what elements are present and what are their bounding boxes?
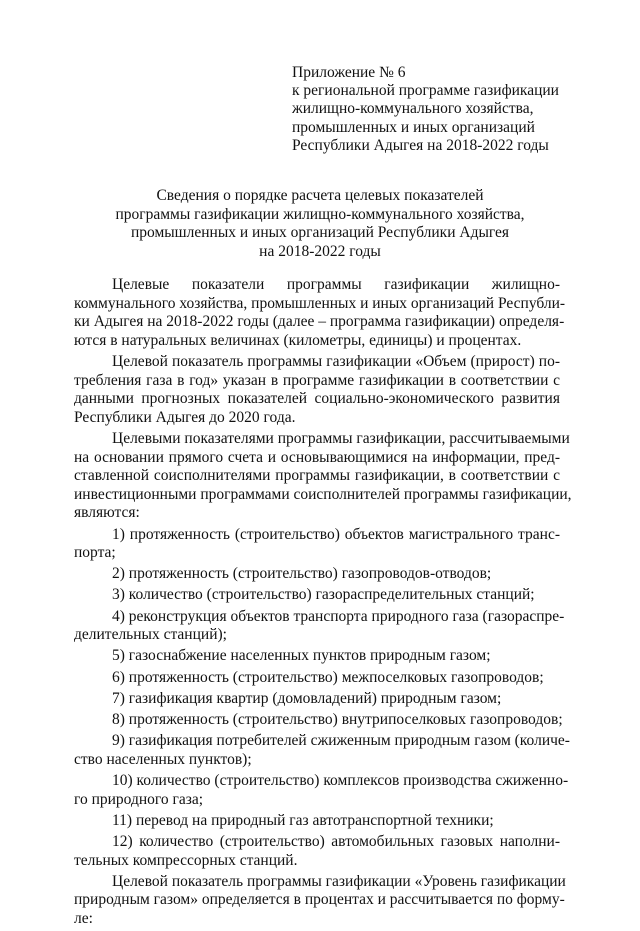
appendix-header xyxy=(292,64,592,155)
title-line: промышленных и иных организаций Республики Адыгея xyxy=(130,224,510,241)
paragraph-line: 4) реконструкция объектов транспорта природного газа (газораспре- xyxy=(112,607,565,625)
appendix-line: к региональной программе газификации xyxy=(292,82,559,100)
body-paragraph xyxy=(74,647,560,666)
body-paragraph xyxy=(74,353,560,427)
body-paragraph xyxy=(74,565,560,584)
title-line: программы газификации жилищно-коммунального хозяйства, xyxy=(115,205,525,223)
paragraph-line: го природного газа; xyxy=(74,790,204,808)
appendix-line: промышленных и иных организаций xyxy=(292,118,535,136)
paragraph-line: требления газа в год» указан в программе газификации в соответствии с xyxy=(74,371,560,389)
body-paragraph xyxy=(74,690,560,709)
paragraph-line: данными прогнозных показателей социально-экономического развития xyxy=(74,390,560,408)
paragraph-line: Целевыми показателями программы газификации, рассчитываемыми xyxy=(112,429,570,447)
body-paragraph xyxy=(74,732,570,769)
body-paragraph xyxy=(74,429,572,523)
paragraph-line: 10) количество (строительство) комплексов производства сжиженно- xyxy=(112,771,569,789)
appendix-line: Приложение № 6 xyxy=(292,64,406,81)
paragraph-line: на основании прямого счета и основывающимися на информации, пред- xyxy=(74,448,560,466)
title-line: на 2018-2022 годы xyxy=(259,242,381,260)
paragraph-line: Целевые показатели программы газификации жилищно- xyxy=(112,276,560,293)
paragraph-line: порта; xyxy=(74,544,116,562)
body-paragraph xyxy=(74,833,560,870)
body-paragraph xyxy=(74,607,565,645)
paragraph-line: 12) количество (строительство) автомобильных газовых наполни- xyxy=(112,832,560,850)
paragraph-line: тельных компрессорных станций. xyxy=(74,851,298,869)
body-paragraph xyxy=(74,711,563,730)
paragraph-line: Целевой показатель программы газификации «Объем (прирост) по- xyxy=(112,352,560,370)
paragraph-line: 7) газификация квартир (домовладений) природным газом; xyxy=(112,689,502,707)
paragraph-line: ле: xyxy=(74,909,93,927)
body-paragraph xyxy=(74,586,560,605)
paragraph-line: 8) протяженность (строительство) внутрипоселковых газопроводов; xyxy=(112,711,563,728)
document-title xyxy=(80,187,560,261)
paragraph-line: ство населенных пунктов); xyxy=(74,750,252,768)
title-line: Сведения о порядке расчета целевых показателей xyxy=(156,187,484,204)
paragraph-line: 11) перевод на природный газ автотранспортной техники; xyxy=(112,811,494,829)
appendix-line: жилищно-коммунального хозяйства, xyxy=(292,100,534,118)
paragraph-line: являются: xyxy=(74,504,140,522)
paragraph-line: 9) газификация потребителей сжиженным природным газом (количе- xyxy=(112,732,570,750)
paragraph-line: природным газом» определяется в процентах и рассчитывается по форму- xyxy=(74,891,565,909)
paragraph-line: 5) газоснабжение населенных пунктов природным газом; xyxy=(112,647,491,665)
paragraph-line: делительных станций); xyxy=(74,626,227,644)
paragraph-line: коммунального хозяйства, промышленных и иных организаций Республи- xyxy=(74,294,566,312)
paragraph-line: Республики Адыгея до 2020 года. xyxy=(74,408,296,426)
paragraph-line: инвестиционными программами соисполнителей программы газификации, xyxy=(74,485,572,503)
paragraph-line: 1) протяженность (строительство) объектов магистрального транс- xyxy=(112,525,560,543)
body-paragraph xyxy=(74,669,560,688)
body-paragraph xyxy=(74,771,569,809)
paragraph-line: ются в натуральных величинах (километры, единицы) и процентах. xyxy=(74,331,522,349)
body-paragraph xyxy=(74,276,566,350)
body-paragraph xyxy=(74,872,566,929)
body-paragraph xyxy=(74,526,560,563)
paragraph-line: Целевой показатель программы газификации «Уровень газификации xyxy=(112,872,566,890)
paragraph-line: 6) протяженность (строительство) межпоселковых газопроводов; xyxy=(112,668,544,686)
appendix-line: Республики Адыгея на 2018-2022 годы xyxy=(292,136,549,154)
body-paragraph xyxy=(74,812,560,831)
paragraph-line: 2) протяженность (строительство) газопроводов-отводов; xyxy=(112,565,492,583)
paragraph-line: 3) количество (строительство) газораспределительных станций; xyxy=(112,586,535,604)
document-body xyxy=(74,276,572,931)
paragraph-line: ки Адыгея на 2018-2022 годы (далее – программа газификации) определя- xyxy=(74,313,565,331)
paragraph-line: ставленной соисполнителями программы газификации, в соответствии с xyxy=(74,467,560,485)
